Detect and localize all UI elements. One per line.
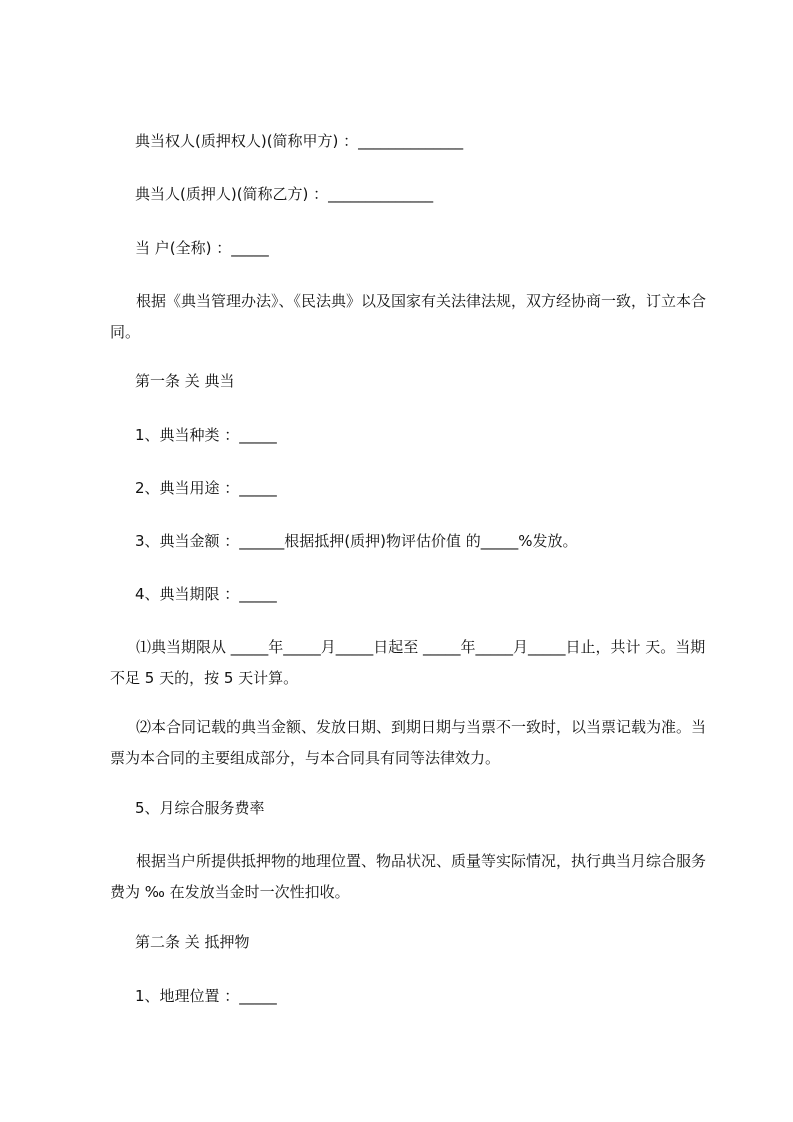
term-clause-1-paragraph: ⑴典当期限从 _____年_____月_____日起至 _____年_____月_____日止，共计 天。当期不足 5 天的，按 5 天计算。 [110,638,706,687]
pawn-amount-line: 3、典当金额 ：______根据抵押(质押)物评估价值 的_____%发放。 [135,532,578,550]
location-line: 1、地理位置 ：_____ [135,987,277,1005]
article-one-heading: 第一条 关 典当 [135,372,235,390]
pawnor-line: 典当人(质押人)(简称乙方) ：______________ [135,185,434,203]
term-clause-2-paragraph: ⑵本合同记载的典当金额、发放日期、到期日期与当票不一致时，以当票记载为准。当票为本合同的主要组成部分，与本合同具有同等法律效力。 [110,718,707,767]
pawn-use-line: 2、典当用途 ：_____ [135,479,277,497]
pawn-term-line: 4、典当期限 ：_____ [135,585,277,603]
monthly-fee-heading: 5、月综合服务费率 [135,799,265,817]
pawnee-line: 典当权人(质押权人)(简称甲方) ：______________ [135,132,464,150]
monthly-fee-paragraph: 根据当户所提供抵押物的地理位置、物品状况、质量等实际情况，执行典当月综合服务费为 ‰ 在发放当金时一次性扣收。 [110,852,707,901]
pawn-client-line: 当 户(全称) ：_____ [135,239,269,257]
preamble-paragraph: 根据《典当管理办法》、《民法典》以及国家有关法律法规，双方经协商一致，订立本合同。 [110,292,707,341]
pawn-type-line: 1、典当种类 ：_____ [135,426,277,444]
article-two-heading: 第二条 关 抵押物 [135,933,250,951]
